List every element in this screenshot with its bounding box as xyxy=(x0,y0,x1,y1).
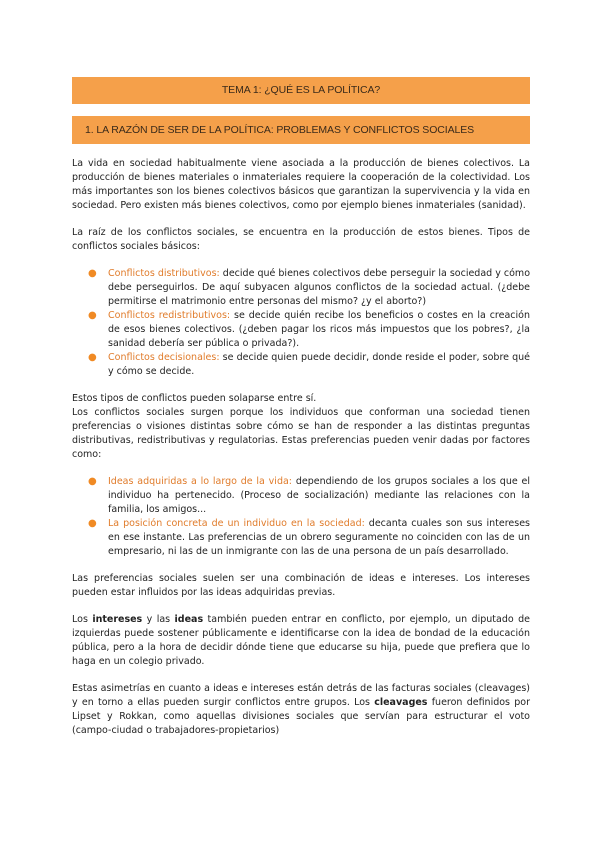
list-text: decanta cuales son sus intereses en ese instante. Las preferencias de un obrero seguramente no coinciden con las de un empresario, ni las de un inmigrante con las de una persona de un país desarrollado. xyxy=(108,518,530,557)
p5-text-a: Los xyxy=(72,614,93,625)
list-text: se decide quien puede decidir, donde reside el poder, sobre qué y cómo se decide. xyxy=(108,352,531,377)
paragraph-2: La raíz de los conflictos sociales, se encuentra en la producción de estos bienes. Tipos de conflictos sociales básicos: xyxy=(72,227,530,252)
paragraph-1: La vida en sociedad habitualmente viene asociada a la producción de bienes colectivos. La producción de bienes materiales o inmateriales requiere la cooperación de la colectividad. Los más importantes son los bienes colectivos básicos que garantizan la supervivencia y la vida en sociedad. Pero existen más bienes colectivos, como por ejemplo bienes inmateriales (sanidad). xyxy=(72,158,530,211)
p5-text-c: y las xyxy=(142,614,175,625)
paragraph-5 xyxy=(72,613,530,669)
list-term: Conflictos redistributivos: xyxy=(108,310,231,321)
list-text: se decide quién recibe los beneficios o costes en la creación de esos bienes colectivos. (¿deben pagar los ricos más impuestos que los pobres?, ¿la sanidad debería ser pública o privada?). xyxy=(108,310,530,349)
paragraph-3b: Los conflictos sociales surgen porque los individuos que conforman una sociedad tienen preferencias o visiones distintas sobre cómo se han de responder a las distintas preguntas distributivas, redistributivas y regulatorias. Estas preferencias pueden venir dadas por factores como: xyxy=(72,407,530,460)
section-heading: 1. LA RAZÓN DE SER DE LA POLÍTICA: PROBLEMAS Y CONFLICTOS SOCIALES xyxy=(72,116,530,144)
list-term: Conflictos distributivos: xyxy=(108,268,220,279)
bullet-icon: ● xyxy=(88,352,97,363)
p5-text-d: también pueden entrar en conflicto, por ejemplo, un diputado de izquierdas puede sostener públicamente e identificarse con la idea de bondad de la educación pública, pero a la hora de decidir dónde tiene que educarse su hija, puede que prefiera que lo haga en un colegio privado. xyxy=(72,614,530,667)
bullet-icon: ● xyxy=(88,476,97,487)
list-term: Ideas adquiridas a lo largo de la vida: xyxy=(108,476,292,487)
list-item xyxy=(72,309,530,351)
list-text: decide qué bienes colectivos debe perseguir la sociedad y cómo debe perseguirlos. De aquí subyacen algunos conflictos de la sociedad actual. (¿debe permitirse el matrimonio entre personas del mismo? ¿y el aborto?) xyxy=(108,268,531,307)
bullet-icon: ● xyxy=(88,268,97,279)
bullet-icon: ● xyxy=(88,518,97,529)
list-item xyxy=(72,517,530,559)
list-term: Conflictos decisionales: xyxy=(108,352,220,363)
document-title: TEMA 1: ¿QUÉ ES LA POLÍTICA? xyxy=(72,77,530,104)
p6-bold-cleavages: cleavages xyxy=(374,697,428,708)
conflict-types-list xyxy=(72,267,530,379)
paragraph-6 xyxy=(72,682,530,738)
p5-bold-ideas: ideas xyxy=(174,614,204,625)
list-text: dependiendo de los grupos sociales a los que el individuo ha pertenecido. (Proceso de socialización) mediante las relaciones con la familia, los amigos... xyxy=(108,476,530,515)
paragraph-3a: Estos tipos de conflictos pueden solaparse entre sí. xyxy=(72,393,317,404)
list-item xyxy=(72,351,530,379)
p6-text-c: fueron definidos por Lipset y Rokkan, como aquellas divisiones sociales que servían para estructurar el voto (campo-ciudad o trabajadores-propietarios) xyxy=(72,697,530,736)
bullet-icon: ● xyxy=(88,310,97,321)
document-body xyxy=(72,157,530,751)
preference-factors-list xyxy=(72,475,530,559)
p6-text-a: Estas asimetrías en cuanto a ideas e intereses están detrás de las facturas sociales (cleavages) y en torno a ellas pueden surgir conflictos entre grupos. Los xyxy=(72,683,530,708)
list-item xyxy=(72,475,530,517)
list-item xyxy=(72,267,530,309)
paragraph-4: Las preferencias sociales suelen ser una combinación de ideas e intereses. Los intereses pueden estar influidos por las ideas adquiridas previas. xyxy=(72,573,530,598)
list-term: La posición concreta de un individuo en la sociedad: xyxy=(108,518,365,529)
p5-bold-intereses: intereses xyxy=(92,614,143,625)
